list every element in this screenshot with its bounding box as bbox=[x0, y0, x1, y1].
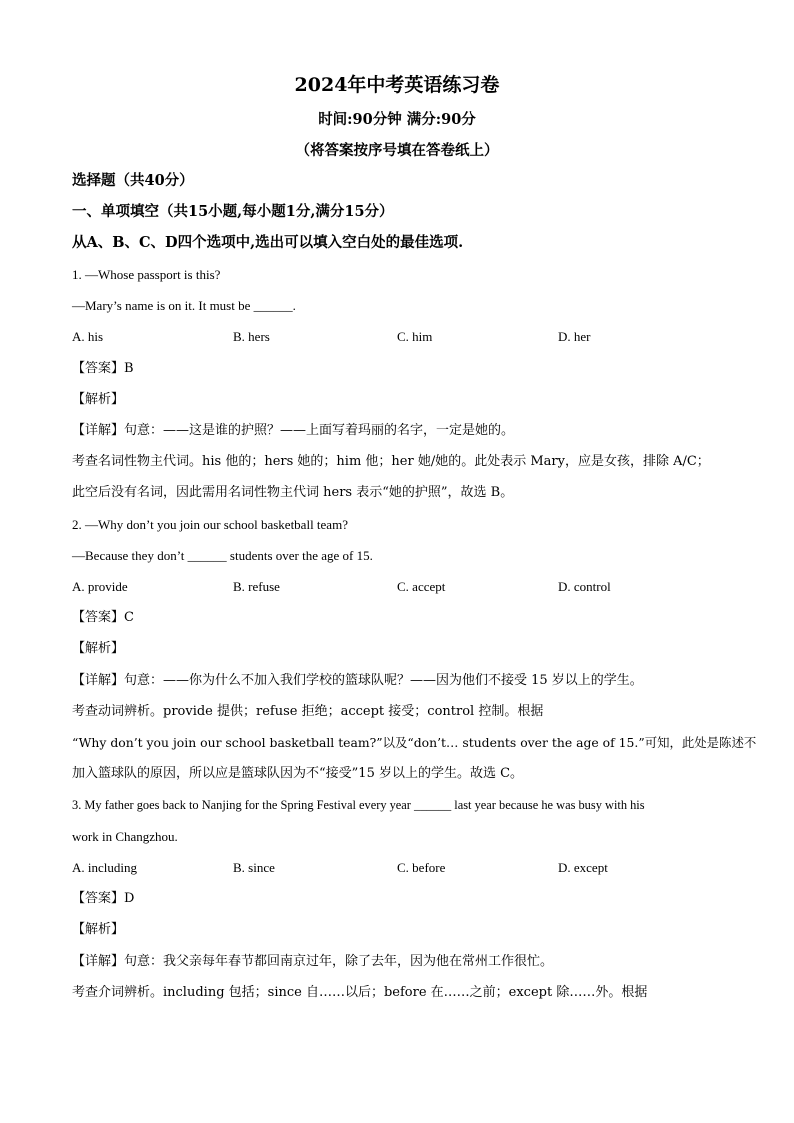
section-heading: 选择题（共40分） bbox=[72, 172, 194, 189]
question-3-answer: 【答案】D bbox=[72, 891, 135, 906]
question-1-option-d: D. her bbox=[558, 329, 591, 344]
question-3-stem-line-2: work in Changzhou. bbox=[72, 829, 178, 844]
question-2-stem-line-1: 2. —Why don’t you join our school basketball team? bbox=[72, 517, 348, 532]
question-3-option-c: C. before bbox=[397, 860, 446, 875]
exam-title: 2024年中考英语练习卷 bbox=[294, 74, 500, 96]
question-2-option-b: B. refuse bbox=[233, 579, 280, 594]
question-3-option-d: D. except bbox=[558, 860, 608, 875]
question-1-option-a: A. his bbox=[72, 329, 104, 344]
question-1-answer: 【答案】B bbox=[72, 361, 134, 376]
question-3-detail-line-1: 【详解】句意：我父亲每年春节都回南京过年，除了去年，因为他在常州工作很忙。 bbox=[72, 954, 554, 969]
question-1-stem-line-2: —Mary’s name is on it. It must be ______. bbox=[72, 298, 296, 313]
question-3-option-a: A. including bbox=[72, 860, 137, 875]
question-2-detail-line-3: “Why don’t you join our school basketball team?”以及“don’t… students over the age of 15.”可知，此处是陈述不 bbox=[72, 735, 757, 750]
question-3-option-b: B. since bbox=[233, 860, 275, 875]
question-2-detail-line-1: 【详解】句意：——你为什么不加入我们学校的篮球队呢？——因为他们不接受 15 岁以上的学生。 bbox=[72, 673, 643, 688]
question-2-option-d: D. control bbox=[558, 579, 611, 594]
instruction: 从A、B、C、D四个选项中,选出可以填入空白处的最佳选项. bbox=[72, 234, 464, 251]
answer-note: （将答案按序号填在答卷纸上） bbox=[295, 142, 499, 159]
question-1-analysis-label: 【解析】 bbox=[72, 392, 125, 407]
question-3-detail-line-2: 考查介词辨析。including 包括；since 自……以后；before 在……之前；except 除……外。根据 bbox=[72, 985, 648, 1000]
question-2-answer: 【答案】C bbox=[72, 610, 134, 625]
question-2-stem-line-2: —Because they don’t ______ students over the age of 15. bbox=[72, 548, 373, 563]
question-2-option-c: C. accept bbox=[397, 579, 446, 594]
part-title: 一、单项填空（共15小题,每小题1分,满分15分） bbox=[72, 203, 394, 220]
question-1-detail-line-2: 考查名词性物主代词。his 他的；hers 她的；him 他；her 她/她的。此处表示 Mary，应是女孩，排除 A/C； bbox=[72, 454, 710, 469]
question-3-analysis-label: 【解析】 bbox=[72, 922, 125, 937]
question-1-detail-line-1: 【详解】句意：——这是谁的护照？——上面写着玛丽的名字，一定是她的。 bbox=[72, 423, 515, 438]
question-1-stem-line-1: 1. —Whose passport is this? bbox=[72, 267, 221, 282]
question-2-detail-line-2: 考查动词辨析。provide 提供；refuse 拒绝；accept 接受；control 控制。根据 bbox=[72, 704, 544, 719]
question-2-detail-line-4: 加入篮球队的原因，所以应是篮球队因为不“接受”15 岁以上的学生。故选 C。 bbox=[72, 766, 524, 781]
question-1-option-c: C. him bbox=[397, 329, 433, 344]
question-2-option-a: A. provide bbox=[72, 579, 128, 594]
time-info: 时间:90分钟 满分:90分 bbox=[318, 111, 476, 128]
question-1-detail-line-3: 此空后没有名词，因此需用名词性物主代词 hers 表示“她的护照”，故选 B。 bbox=[72, 485, 514, 500]
question-2-analysis-label: 【解析】 bbox=[72, 641, 125, 656]
question-3-stem-line-1: 3. My father goes back to Nanjing for the Spring Festival every year ______ last year because he was busy with his bbox=[72, 798, 645, 812]
question-1-option-b: B. hers bbox=[233, 329, 270, 344]
